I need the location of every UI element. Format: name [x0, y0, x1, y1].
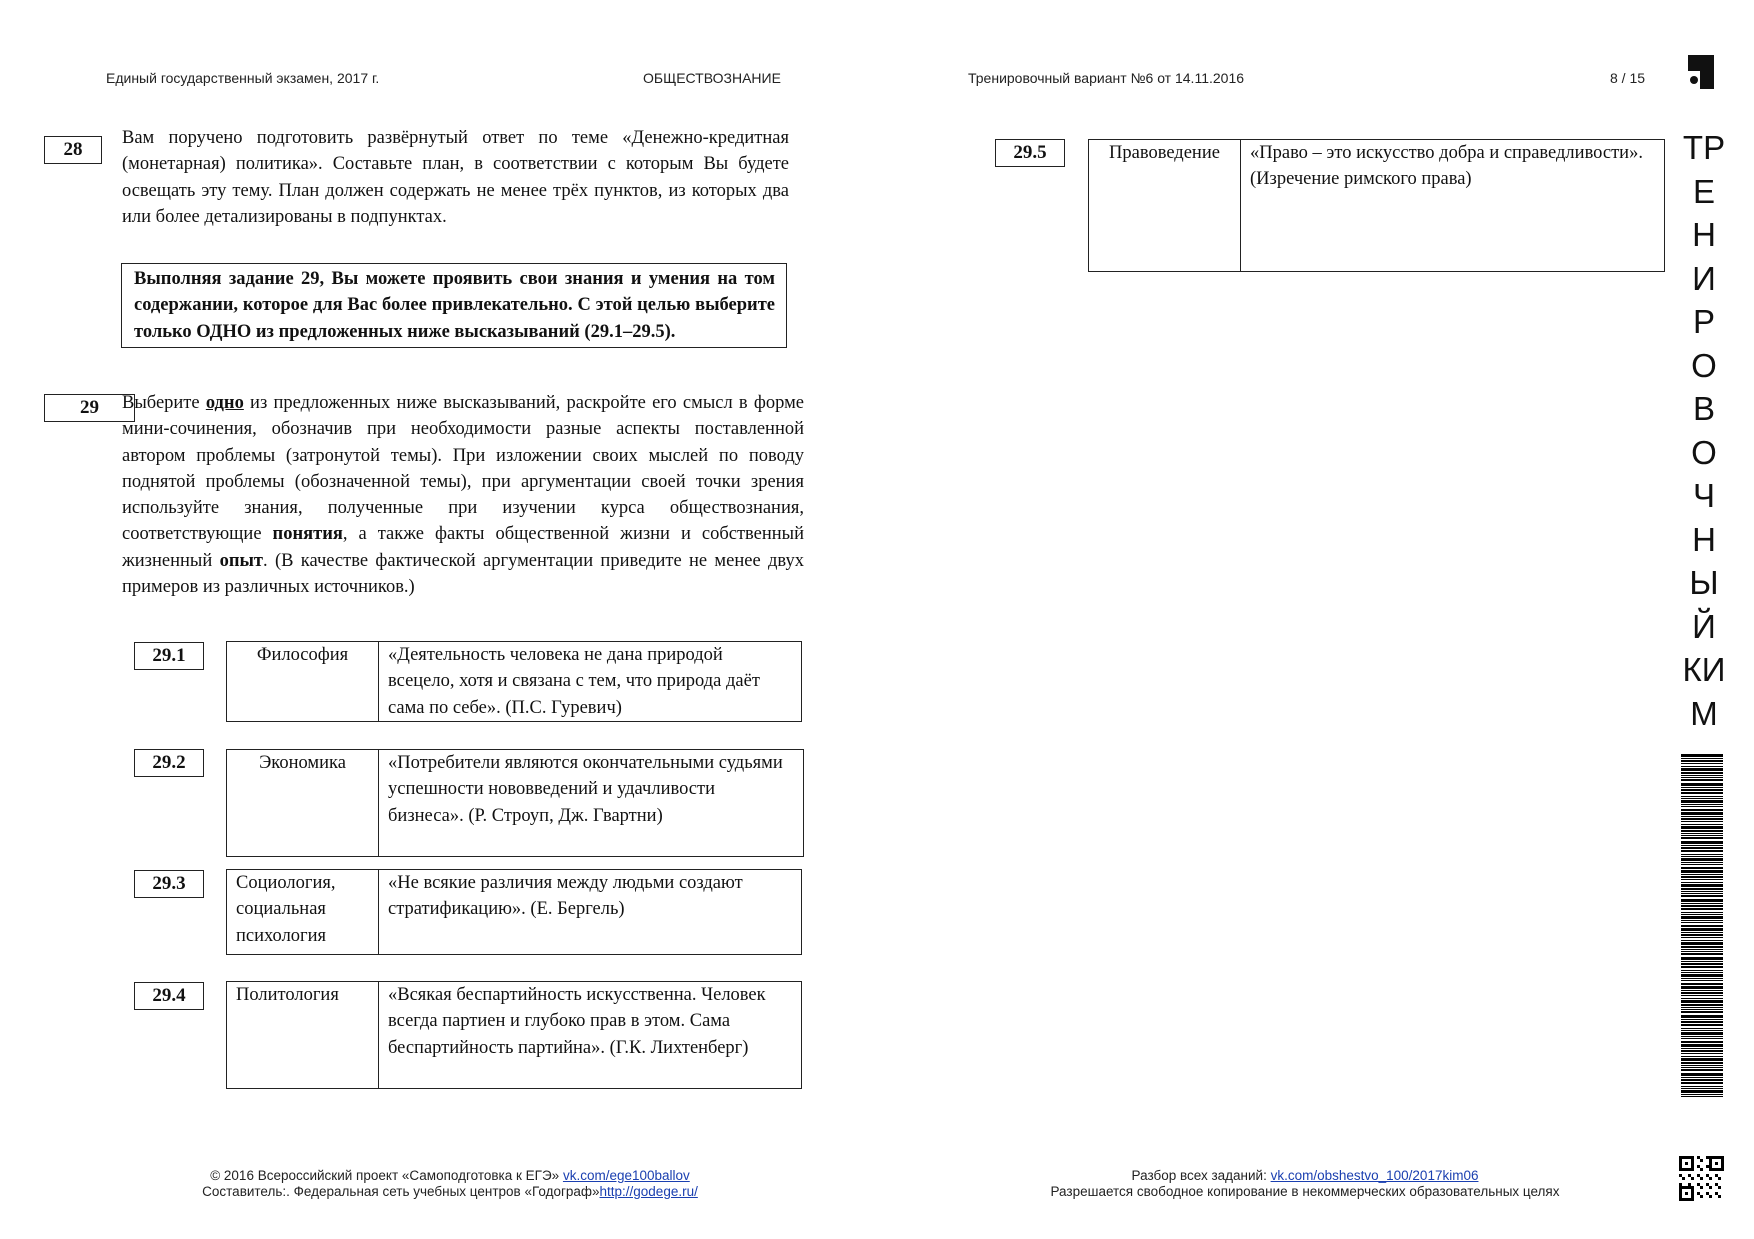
barcode-bar — [1681, 905, 1723, 907]
vertical-letter: Ч — [1693, 477, 1715, 514]
barcode-bar — [1681, 777, 1723, 778]
task-28-text: Вам поручено подготовить развёрнутый ответ по теме «Денежно-кредитная (монетарная) политика». Составьте план, в соответствии с которым Вы будете освещать эту тему. План должен содержать не менее трёх пунктов, из которых два или более детализированы в подпунктах. — [122, 128, 789, 227]
barcode-bar — [1681, 893, 1723, 894]
task-29-instructions — [122, 390, 804, 600]
instr-mid: из предложенных ниже высказываний, раскройте его смысл в форме мини-сочинения, обозначив при необходимости разные аспекты поставленной автором проблемы (затронутой темы). При изложении своих мыслей по поводу поднятой проблемы (обозначенной темы), при аргументации своей точки зрения используйте знания, полученные при изучении курса обществознания, соответствующие — [122, 393, 804, 545]
barcode-bar — [1681, 920, 1723, 921]
qr-module — [1682, 1177, 1685, 1180]
barcode-bar — [1681, 882, 1723, 883]
barcode-bar — [1681, 870, 1723, 873]
barcode-bar — [1681, 888, 1723, 890]
barcode-bar — [1681, 974, 1723, 977]
vertical-letter: Ы — [1689, 564, 1719, 601]
barcode-bar — [1681, 854, 1723, 855]
barcode-bar — [1681, 1050, 1723, 1052]
option-29-3-number: 29.3 — [134, 870, 204, 898]
option-29-5-quote: «Право – это искусство добра и справедливости». (Изречение римского права) — [1241, 140, 1665, 272]
barcode-bar — [1681, 850, 1723, 852]
option-29-4-table — [226, 981, 802, 1089]
footer-vk-link[interactable]: vk.com/ege100ballov — [562, 1168, 690, 1183]
barcode-bar — [1681, 837, 1723, 839]
barcode-bar — [1681, 816, 1723, 817]
instr-end: . (В качестве фактической аргументации приведите не менее двух примеров из различных источников.) — [122, 550, 805, 598]
qr-module — [1700, 1159, 1703, 1162]
qr-module — [1685, 1162, 1688, 1165]
barcode-bar — [1681, 1079, 1723, 1081]
barcode-bar — [1681, 845, 1723, 846]
option-29-4-number: 29.4 — [134, 982, 204, 1010]
vertical-letter: Е — [1692, 172, 1715, 210]
barcode-bar — [1681, 874, 1723, 875]
footer-godege-link[interactable]: http://godege.ru/ — [599, 1184, 698, 1199]
barcode-bar — [1681, 1053, 1723, 1054]
qr-module — [1700, 1168, 1703, 1171]
barcode-bar — [1681, 972, 1723, 973]
barcode-bar — [1681, 1044, 1723, 1047]
corner-marker-icon — [1688, 55, 1714, 89]
barcode-bar — [1681, 1067, 1723, 1068]
barcode-bar — [1681, 833, 1723, 834]
option-29-2-quote: «Потребители являются окончательными судьями успешности нововведений и удачливости бизнеса». (Р. Строуп, Дж. Гвартни) — [379, 750, 804, 857]
barcode-bar — [1681, 858, 1723, 861]
instr-bold-experience: опыт — [219, 550, 264, 571]
barcode-bar — [1681, 1030, 1723, 1031]
option-29-4-topic: Политология — [227, 982, 379, 1089]
barcode-bar — [1681, 990, 1723, 991]
barcode-bar — [1681, 804, 1723, 805]
barcode-bar — [1681, 1024, 1723, 1026]
barcode-bar — [1681, 1062, 1723, 1064]
barcode-bar — [1681, 957, 1723, 960]
qr-module — [1718, 1177, 1721, 1180]
barcode-bar — [1681, 922, 1723, 923]
barcode-bar — [1681, 983, 1723, 985]
instr-mid2: , а также факты общественной жизни и собственный жизненный — [122, 524, 805, 571]
barcode-bar — [1681, 932, 1723, 933]
task-28-number: 28 — [44, 136, 102, 164]
qr-module — [1691, 1198, 1694, 1201]
vertical-letter: Н — [1692, 216, 1716, 253]
barcode-bar — [1681, 806, 1723, 807]
barcode-bar — [1681, 940, 1723, 941]
vertical-letter: Р — [1692, 303, 1715, 340]
option-29-3-quote: «Не всякие различия между людьми создают стратификацию». (Е. Бергель) — [379, 870, 802, 955]
footer-author-text: Составитель:. Федеральная сеть учебных центров «Годограф» — [202, 1184, 600, 1199]
option-29-4-quote: «Всякая беспартийность искусственна. Человек всегда партиен и глубоко прав в этом. Сама беспартийность партийна». (Г.К. Лихтенберг) — [379, 982, 802, 1089]
barcode-bar — [1681, 1069, 1723, 1071]
barcode-bar — [1681, 768, 1723, 771]
option-29-5-topic: Правоведение — [1089, 140, 1241, 272]
barcode-bar — [1681, 963, 1723, 965]
barcode-bar — [1681, 826, 1723, 829]
barcode-bar — [1681, 835, 1723, 836]
barcode-bar — [1681, 864, 1723, 865]
barcode-bar — [1681, 1028, 1723, 1029]
barcode-bar — [1681, 783, 1723, 786]
barcode-bar — [1681, 830, 1723, 832]
barcode-bar — [1681, 912, 1723, 913]
barcode-bar — [1681, 876, 1723, 878]
vertical-letter: В — [1692, 390, 1715, 427]
qr-module — [1685, 1192, 1688, 1195]
header-page-number: 8 / 15 — [1610, 70, 1646, 86]
barcode-bar — [1681, 847, 1723, 849]
qr-module — [1691, 1177, 1694, 1180]
qr-module — [1700, 1195, 1703, 1198]
vertical-letter: Н — [1692, 520, 1716, 558]
option-29-1-quote: «Деятельность человека не дана природой всецело, хотя и связана с тем, что природа даёт сама по себе». (П.С. Гуревич) — [379, 642, 802, 722]
barcode-bar — [1681, 879, 1723, 880]
barcode-bar — [1681, 946, 1723, 948]
barcode-bar — [1681, 1090, 1723, 1093]
barcode-bar — [1681, 796, 1723, 797]
vertical-letter: ТР — [1682, 129, 1726, 166]
barcode-bar — [1681, 760, 1723, 762]
barcode-bar — [1681, 1058, 1723, 1061]
vertical-letter: О — [1691, 346, 1717, 384]
barcode-bar — [1681, 942, 1723, 945]
barcode-bar — [1681, 818, 1723, 820]
barcode-bar — [1681, 775, 1723, 776]
qr-module — [1709, 1186, 1712, 1189]
option-29-3-table — [226, 869, 802, 955]
qr-module — [1709, 1195, 1712, 1198]
barcode-bar — [1681, 1073, 1723, 1076]
task-29-notice: Выполняя задание 29, Вы можете проявить свои знания и умения на том содержании, которое для Вас более привлекательно. С этой целью выберите только ОДНО из предложенных ниже высказываний (29.1–29.5). — [121, 263, 787, 348]
barcode-bar — [1681, 798, 1723, 799]
instr-emph-one: одно — [205, 393, 244, 413]
barcode-bar — [1681, 758, 1723, 759]
qr-module — [1709, 1177, 1712, 1180]
qr-module — [1715, 1162, 1718, 1165]
barcode-bar — [1681, 800, 1723, 803]
option-29-5-table — [1088, 139, 1665, 272]
barcode-bar — [1681, 1015, 1723, 1018]
barcode-bar — [1681, 1038, 1723, 1039]
barcode-bar — [1681, 899, 1723, 902]
barcode-bar — [1681, 789, 1723, 791]
header-variant: Тренировочный вариант №6 от 14.11.2016 — [968, 70, 1245, 86]
vertical-letter: Й — [1692, 607, 1716, 645]
barcode-bar — [1681, 895, 1723, 897]
instr-start: Выберите — [122, 393, 206, 413]
vertical-letter: И — [1692, 259, 1716, 297]
barcode-bar — [1681, 916, 1723, 919]
barcode-bar — [1681, 1077, 1723, 1078]
task-29-number: 29 — [44, 394, 135, 422]
barcode-bar — [1681, 966, 1723, 968]
barcode-bar — [1681, 934, 1723, 936]
vertical-training-label — [1676, 126, 1732, 735]
barcode-bar — [1681, 1019, 1723, 1020]
barcode-bar — [1681, 792, 1723, 794]
barcode-bar — [1681, 1021, 1723, 1023]
header-exam-title: Единый государственный экзамен, 2017 г. — [106, 70, 380, 86]
barcode-bar — [1681, 998, 1723, 999]
barcode-bar — [1681, 862, 1723, 863]
header-subject: ОБЩЕСТВОЗНАНИЕ — [643, 70, 781, 86]
barcode-bar — [1681, 908, 1723, 910]
barcode-bar — [1681, 1009, 1723, 1010]
barcode-bar — [1681, 961, 1723, 962]
footer-right — [1000, 1168, 1610, 1200]
qr-code-icon — [1679, 1156, 1725, 1202]
barcode-bar — [1681, 821, 1723, 822]
barcode-bar — [1681, 925, 1723, 927]
qr-module — [1721, 1168, 1724, 1171]
barcode-bar — [1681, 754, 1723, 757]
vertical-letter: О — [1691, 433, 1717, 471]
barcode-bar — [1681, 1082, 1723, 1084]
barcode-bar — [1681, 809, 1723, 811]
footer-analysis-link[interactable]: vk.com/obshestvo_100/2017kim06 — [1270, 1168, 1479, 1183]
barcode-bar — [1681, 812, 1723, 815]
barcode-bar — [1681, 914, 1723, 915]
option-29-2-number: 29.2 — [134, 749, 204, 777]
barcode-bar — [1681, 856, 1723, 857]
barcode-bar — [1681, 986, 1723, 989]
barcode-bar — [1681, 903, 1723, 904]
barcode-bar — [1681, 1041, 1723, 1043]
instr-bold-concepts: понятия — [272, 524, 343, 545]
barcode-bar — [1681, 928, 1723, 931]
barcode-bar — [1681, 1096, 1723, 1097]
barcode-bar — [1681, 1011, 1723, 1013]
barcode-bar — [1681, 953, 1723, 955]
barcode-bar — [1681, 1048, 1723, 1049]
barcode-bar — [1681, 951, 1723, 952]
barcode-bar — [1681, 891, 1723, 892]
option-29-1-table — [226, 641, 802, 722]
barcode-icon — [1681, 754, 1723, 1100]
barcode-bar — [1681, 824, 1723, 825]
barcode-bar — [1681, 1007, 1723, 1008]
footer-analysis-text: Разбор всех заданий: — [1131, 1168, 1271, 1183]
option-29-2-topic: Экономика — [227, 750, 379, 857]
option-29-1-number: 29.1 — [134, 642, 204, 670]
barcode-bar — [1681, 772, 1723, 774]
footer-left — [150, 1168, 750, 1200]
barcode-bar — [1681, 841, 1723, 844]
barcode-bar — [1681, 1000, 1723, 1003]
barcode-bar — [1681, 1056, 1723, 1057]
qr-module — [1700, 1177, 1703, 1180]
barcode-bar — [1681, 1004, 1723, 1006]
qr-module — [1700, 1186, 1703, 1189]
option-29-2-table — [226, 749, 804, 857]
barcode-bar — [1681, 867, 1723, 869]
barcode-bar — [1681, 978, 1723, 979]
option-29-5-number: 29.5 — [995, 139, 1065, 167]
barcode-bar — [1681, 995, 1723, 996]
barcode-bar — [1681, 763, 1723, 764]
barcode-bar — [1681, 1094, 1723, 1095]
qr-module — [1718, 1186, 1721, 1189]
barcode-bar — [1681, 787, 1723, 788]
barcode-bar — [1681, 949, 1723, 950]
vertical-letter: М — [1690, 694, 1718, 732]
barcode-bar — [1681, 884, 1723, 887]
barcode-bar — [1681, 779, 1723, 781]
vertical-letter: КИ — [1682, 651, 1726, 688]
barcode-bar — [1681, 1032, 1723, 1035]
footer-copy-permission: Разрешается свободное копирование в некоммерческих образовательных целях — [1050, 1184, 1560, 1199]
footer-project-text: © 2016 Всероссийский проект «Самоподготовка к ЕГЭ» — [210, 1168, 563, 1183]
qr-module — [1718, 1195, 1721, 1198]
option-29-1-topic: Философия — [227, 642, 379, 722]
barcode-bar — [1681, 1065, 1723, 1066]
barcode-bar — [1681, 980, 1723, 981]
barcode-bar — [1681, 1036, 1723, 1037]
barcode-bar — [1681, 937, 1723, 938]
qr-module — [1691, 1168, 1694, 1171]
barcode-bar — [1681, 1086, 1723, 1087]
option-29-3-topic: Социология, социальная психология — [227, 870, 379, 955]
barcode-bar — [1681, 992, 1723, 994]
barcode-bar — [1681, 1088, 1723, 1089]
barcode-bar — [1681, 766, 1723, 767]
barcode-bar — [1681, 970, 1723, 971]
